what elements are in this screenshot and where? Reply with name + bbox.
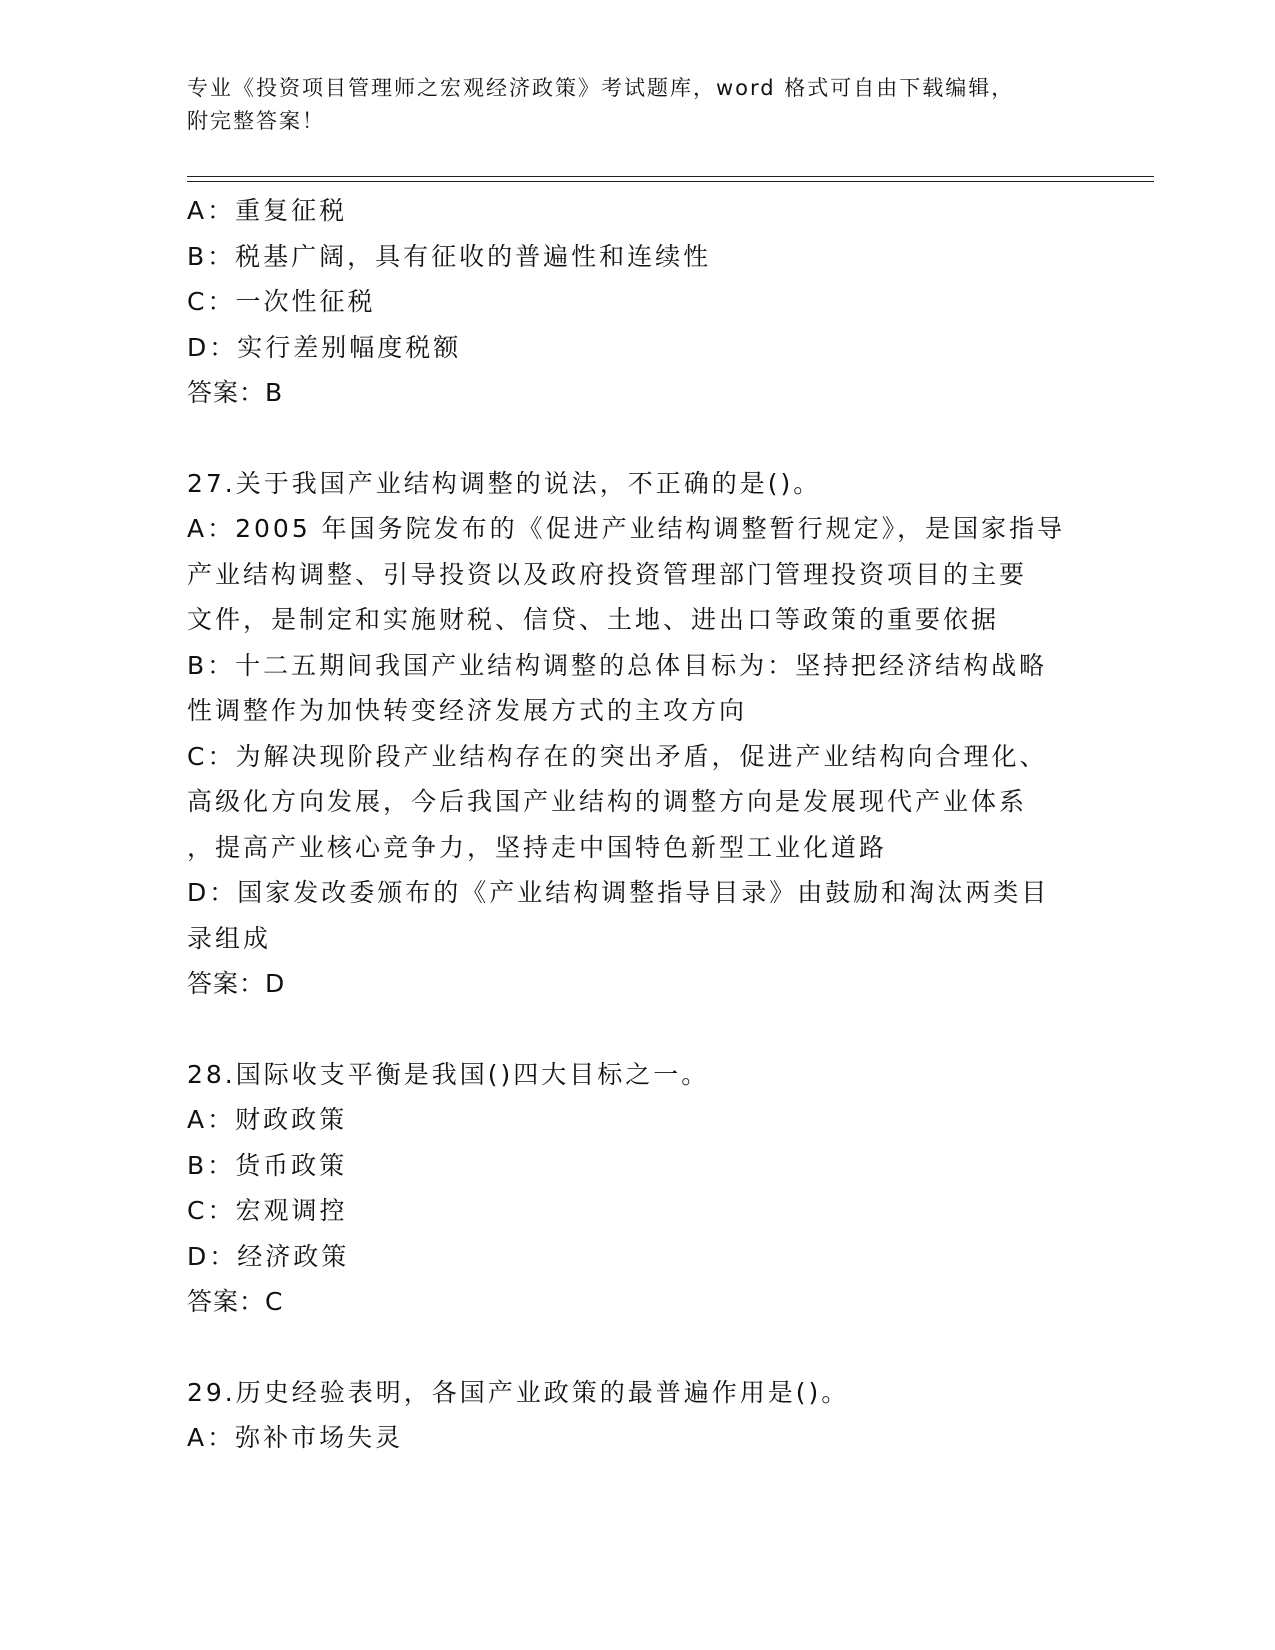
option-c: C：一次性征税 bbox=[187, 287, 376, 316]
option-line: D：国家发改委颁布的《产业结构调整指导目录》由鼓励和淘汰两类目 bbox=[187, 878, 1050, 907]
option-line: 文件，是制定和实施财税、信贷、土地、进出口等政策的重要依据 bbox=[187, 605, 1000, 634]
option-line: 产业结构调整、引导投资以及政府投资管理部门管理投资项目的主要 bbox=[187, 559, 1028, 589]
header-divider-bottom bbox=[187, 181, 1154, 182]
question-stem: 27.关于我国产业结构调整的说法，不正确的是()。 bbox=[187, 468, 822, 498]
spacer bbox=[187, 1325, 1087, 1370]
question-stem: 28.国际收支平衡是我国()四大目标之一。 bbox=[187, 1059, 710, 1089]
spacer bbox=[187, 416, 1087, 461]
option-a: A：弥补市场失灵 bbox=[187, 1423, 404, 1452]
answer: 答案：C bbox=[187, 1287, 284, 1316]
header-line-1: 专业《投资项目管理师之宏观经济政策》考试题库，word 格式可自由下载编辑， bbox=[187, 76, 1015, 100]
option-a: A：重复征税 bbox=[187, 196, 348, 225]
option-b: B：货币政策 bbox=[187, 1150, 348, 1180]
option-d: D：实行差别幅度税额 bbox=[187, 332, 462, 362]
option-line: 录组成 bbox=[187, 923, 272, 953]
answer: 答案：D bbox=[187, 969, 286, 998]
option-c: C：宏观调控 bbox=[187, 1196, 348, 1225]
answer: 答案：B bbox=[187, 378, 284, 407]
question-list bbox=[187, 188, 1087, 1461]
option-line: B：十二五期间我国产业结构调整的总体目标为：坚持把经济结构战略 bbox=[187, 650, 1048, 680]
question-27 bbox=[187, 461, 1087, 1007]
document-header bbox=[187, 72, 1067, 138]
option-line: A：2005 年国务院发布的《促进产业结构调整暂行规定》，是国家指导 bbox=[187, 514, 1066, 543]
option-a: A：财政政策 bbox=[187, 1105, 348, 1134]
question-29 bbox=[187, 1370, 1087, 1461]
question-26-continued bbox=[187, 188, 1087, 416]
spacer bbox=[187, 1007, 1087, 1052]
option-d: D：经济政策 bbox=[187, 1241, 350, 1271]
option-line: 性调整作为加快转变经济发展方式的主攻方向 bbox=[187, 696, 748, 725]
option-line: 高级化方向发展，今后我国产业结构的调整方向是发展现代产业体系 bbox=[187, 787, 1028, 816]
question-stem: 29.历史经验表明，各国产业政策的最普遍作用是()。 bbox=[187, 1377, 850, 1407]
question-28 bbox=[187, 1052, 1087, 1325]
header-divider-top bbox=[187, 176, 1154, 177]
option-line: C：为解决现阶段产业结构存在的突出矛盾，促进产业结构向合理化、 bbox=[187, 741, 1048, 771]
header-line-2: 附完整答案！ bbox=[187, 109, 325, 133]
option-line: ，提高产业核心竞争力，坚持走中国特色新型工业化道路 bbox=[187, 832, 888, 862]
option-b: B：税基广阔，具有征收的普遍性和连续性 bbox=[187, 241, 712, 271]
